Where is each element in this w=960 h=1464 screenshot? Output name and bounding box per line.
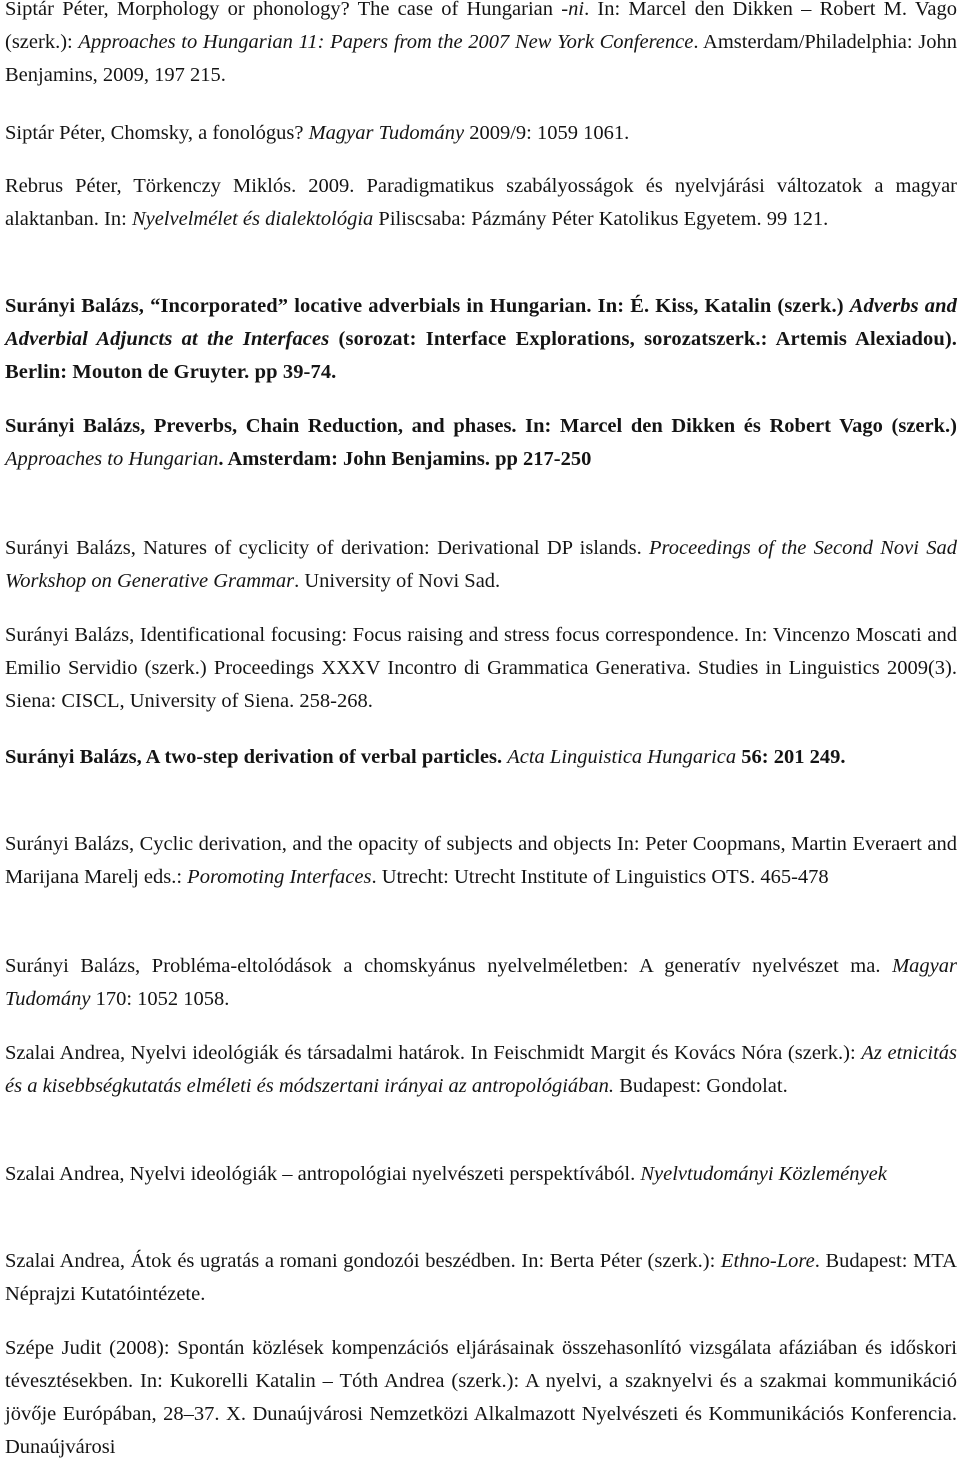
reference-text: 2009/9: 1059 1061.: [464, 122, 630, 144]
reference-text: . Amsterdam: John Benjamins. pp 217-250: [218, 448, 592, 470]
reference-entry-suranyi-focusing: [5, 619, 957, 718]
italic-title: Adverbs and Adverbial Adjuncts at the Interfaces: [5, 295, 957, 350]
reference-entry-szepe-judit: [5, 1332, 957, 1464]
reference-entry-siptar-chomsky: [5, 117, 957, 150]
reference-text: Surányi Balázs, “Incorporated” locative adverbials in Hungarian. In: É. Kiss, Katalin (szerk.): [5, 295, 850, 317]
reference-text: Szalai Andrea, Átok és ugratás a romani gondozói beszédben. In: Berta Péter (szerk.):: [5, 1250, 721, 1272]
reference-entry-suranyi-preverbs: [5, 410, 957, 476]
reference-text: Siptár Péter, Chomsky, a fonológus?: [5, 122, 309, 144]
reference-entry-szalai-atok: [5, 1245, 957, 1311]
reference-text: Surányi Balázs, Probléma-eltolódások a chomskyánus nyelvelméletben: A generatív nyelvészet ma.: [5, 955, 893, 977]
italic-title: Magyar Tudomány: [5, 955, 957, 1010]
reference-text: . Amsterdam/Philadelphia: John Benjamins, 2009, 197 215.: [5, 31, 957, 86]
italic-title: Approaches to Hungarian 11: Papers from the 2007 New York Conference: [78, 31, 694, 53]
reference-text: (sorozat: Interface Explorations, sorozatszerk.: Artemis Alexiadou). Berlin: Mouton de Gruyter. pp 39-74.: [5, 328, 957, 383]
italic-title: Proceedings of the Second Novi Sad Workshop on Generative Grammar: [5, 537, 957, 592]
reference-entry-szalai-hatarok: [5, 1037, 957, 1103]
reference-text: Surányi Balázs, Cyclic derivation, and the opacity of subjects and objects In: Peter Coopmans, Martin Everaert and Marijana Marelj eds.:: [5, 833, 957, 888]
italic-title: Ethno-Lore: [720, 1250, 815, 1272]
reference-text: 56: 201 249.: [736, 746, 846, 768]
italic-title: Nyelvtudományi Közlemények: [640, 1163, 887, 1185]
reference-entry-siptar-morphology: [5, 0, 957, 92]
reference-text: Szalai Andrea, Nyelvi ideológiák és társadalmi határok. In Feischmidt Margit és Kovács Nóra (szerk.):: [5, 1042, 862, 1064]
reference-text: . In: Marcel den Dikken – Robert M. Vago (szerk.):: [5, 0, 958, 53]
reference-entry-suranyi-cyclicity: [5, 532, 957, 598]
reference-entry-suranyi-cyclic: [5, 828, 957, 894]
italic-title: Approaches to Hungarian: [5, 448, 219, 470]
reference-text: Szalai Andrea, Nyelvi ideológiák – antropológiai nyelvészeti perspektívából.: [5, 1163, 641, 1185]
reference-text: Surányi Balázs, Preverbs, Chain Reduction, and phases. In: Marcel den Dikken és Robert Vago (szerk.): [5, 415, 957, 437]
reference-text: . Utrecht: Utrecht Institute of Linguistics OTS. 465-478: [371, 866, 829, 888]
reference-text: Piliscsaba: Pázmány Péter Katolikus Egyetem. 99 121.: [373, 208, 829, 230]
italic-title: Magyar Tudomány: [308, 122, 465, 144]
reference-text: Surányi Balázs, A two-step derivation of verbal particles.: [5, 746, 508, 768]
reference-text: Siptár Péter, Morphology or phonology? The case of Hungarian: [5, 0, 562, 20]
italic-title: Poromoting Interfaces: [187, 866, 372, 888]
reference-text: Surányi Balázs, Identificational focusing: Focus raising and stress focus correspondence. In: Vincenzo Moscati and Emilio Servidio (szerk.) Proceedings XXXV Incontro di Grammatica Generativa. Studies in Linguistics 2009(3). Siena: CISCL, University of Siena. 258-268.: [5, 624, 957, 712]
reference-text: Budapest: Gondolat.: [614, 1075, 788, 1097]
reference-entry-suranyi-problema: [5, 950, 957, 1016]
italic-title: Az etnicitás és a kisebbségkutatás elméleti és módszertani irányai az antropológiában.: [5, 1042, 957, 1097]
italic-title: Nyelvelmélet és dialektológia: [131, 208, 374, 230]
italic-title: -ni: [561, 0, 585, 20]
reference-text: . University of Novi Sad.: [294, 570, 501, 592]
reference-entry-suranyi-two-step: [5, 741, 957, 774]
reference-text: Szépe Judit (2008): Spontán közlések kompenzációs eljárásainak összehasonlító vizsgálata afáziában és időskori tévesztésekben. In: Kukorelli Katalin – Tóth Andrea (szerk.): A nyelvi, a szaknyelvi és a szakmai kommunikáció jövője Európában, 28–37. X. Dunaújvárosi Nemzetközi Alkalmazott Nyelvészeti és Kommunikációs Konferencia. Dunaújvárosi: [5, 1337, 957, 1458]
reference-text: . Budapest: MTA Néprajzi Kutatóintézete.: [5, 1250, 957, 1305]
reference-entry-suranyi-locative: [5, 290, 957, 389]
reference-text: Surányi Balázs, Natures of cyclicity of derivation: Derivational DP islands.: [5, 537, 650, 559]
reference-text: 170: 1052 1058.: [90, 988, 230, 1010]
reference-text: Rebrus Péter, Törkenczy Miklós. 2009. Paradigmatikus szabályosságok és nyelvjárási változatok a magyar alaktanban. In:: [5, 175, 957, 230]
reference-entry-szalai-antropologiai: [5, 1158, 957, 1191]
reference-entry-rebrus-torkenczy: [5, 170, 957, 236]
italic-title: Acta Linguistica Hungarica: [507, 746, 737, 768]
